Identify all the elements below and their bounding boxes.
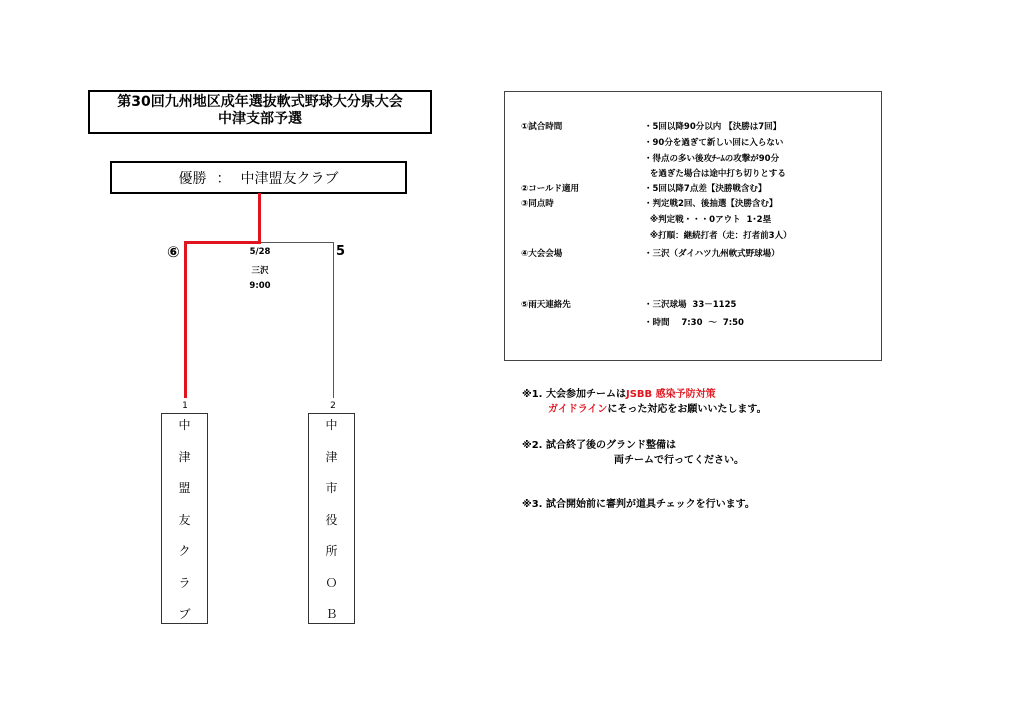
team-2-char: Ｏ: [325, 575, 338, 590]
team-1-char: 友: [178, 512, 191, 527]
tournament-title: [88, 90, 432, 134]
bracket-line-right: [333, 242, 334, 398]
game-venue: 三沢: [251, 266, 269, 276]
team-2-char: 役: [325, 512, 338, 527]
note-2-line-1: ※2. 試合終了後のグランド整備は: [522, 440, 676, 451]
rule-3-label: ③同点時: [521, 199, 554, 209]
rule-1-label: ①試合時間: [521, 122, 563, 132]
team-seed-1: 1: [182, 401, 188, 411]
rule-4-label: ④大会会場: [521, 249, 563, 259]
winner-line-horizontal: [184, 241, 261, 244]
winner-line-top: [258, 193, 261, 243]
note-1-highlight: JSBB 感染予防対策: [625, 389, 716, 400]
rule-2-label: ②コールド適用: [521, 184, 580, 194]
note-1-prefix: ※1. 大会参加チームは: [522, 389, 626, 400]
note-3: ※3. 試合開始前に審判が道具チェックを行います。: [522, 499, 755, 510]
rule-5-line: ・時間 7:30 ～ 7:50: [644, 318, 744, 328]
winner-line-left: [184, 241, 187, 398]
team-2-char: 市: [325, 481, 338, 495]
rule-1-line: ・得点の多い後攻ﾁｰﾑの攻撃が90分: [644, 154, 780, 164]
title-line-1: 第30回九州地区成年選抜軟式野球大分県大会: [117, 94, 403, 110]
rule-3-line: ・判定戦2回、後抽選【決勝含む】: [644, 199, 778, 209]
team-1-char: 津: [178, 449, 191, 464]
champion-team: 中津盟友クラブ: [240, 170, 339, 187]
team-1-char: ラ: [178, 575, 191, 590]
champion-label: 優勝: [178, 170, 207, 187]
game-date: 5/28: [249, 247, 271, 257]
rule-1-line: を過ぎた場合は途中打ち切りとする: [644, 169, 786, 179]
note-2-line-2: 両チームで行ってください。: [614, 455, 744, 466]
team-1-char: 中: [178, 418, 191, 432]
team-2-char: 中: [325, 418, 338, 432]
team-2-char: Ｂ: [325, 607, 338, 621]
note-1: [522, 385, 716, 400]
score-right: 5: [336, 244, 346, 259]
rule-3-line: ※判定戦・・・0アウト 1･2塁: [644, 215, 772, 225]
team-box-1: [161, 413, 208, 624]
team-2-char: 津: [325, 449, 338, 464]
team-seed-2: 2: [330, 401, 336, 411]
team-1-char: ブ: [178, 607, 191, 621]
team-2-char: 所: [325, 544, 338, 558]
champion-box: [110, 161, 407, 194]
rule-1-line: ・5回以降90分以内 【決勝は7回】: [644, 122, 782, 132]
note-1-suffix: にそった対応をお願いいたします。: [607, 404, 767, 415]
rule-5-line: ・三沢球場 33－1125: [644, 300, 737, 310]
rule-3-line: ※打順：継続打者（走：打者前3人）: [644, 231, 792, 241]
note-1-cont: [548, 400, 767, 415]
rule-2-line: ・5回以降7点差【決勝戦含む】: [644, 184, 767, 194]
team-box-2: [308, 413, 355, 624]
rule-1-line: ・90分を過ぎて新しい回に入らない: [644, 138, 784, 148]
game-time: 9:00: [249, 281, 271, 291]
rule-4-line: ・三沢（ダイハツ九州軟式野球場）: [644, 249, 780, 259]
bracket-line-top: [261, 242, 334, 243]
champion-separator: ：: [216, 170, 231, 187]
title-line-2: 中津支部予選: [218, 111, 302, 127]
note-1-highlight-2: ガイドライン: [548, 404, 608, 415]
rule-5-label: ⑤雨天連絡先: [521, 300, 571, 310]
team-1-char: 盟: [178, 481, 191, 495]
game-number: ⑥: [167, 243, 180, 261]
team-1-char: ク: [178, 544, 191, 558]
